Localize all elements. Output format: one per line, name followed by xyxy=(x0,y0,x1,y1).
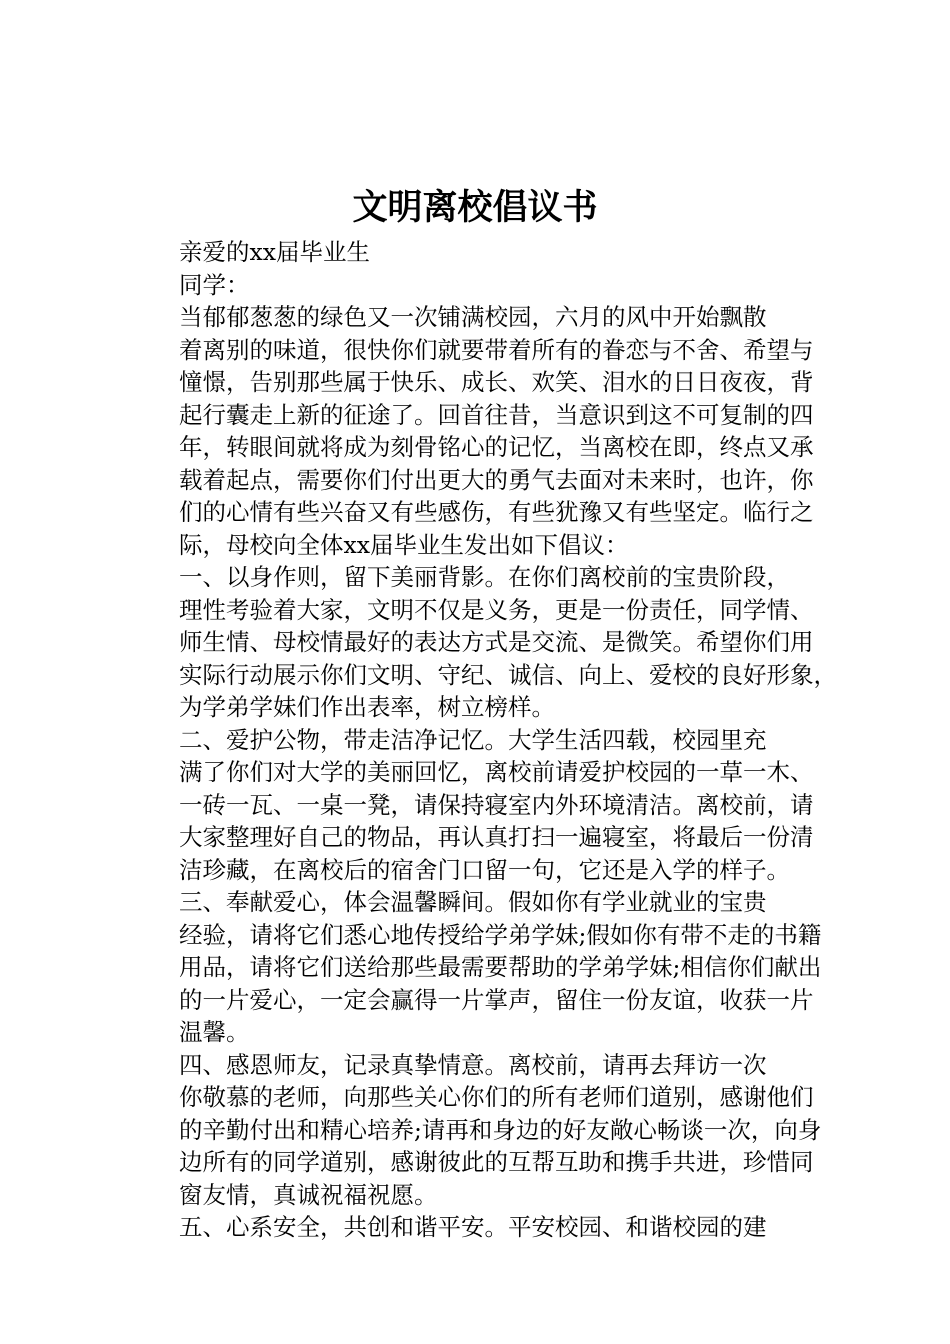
paragraph-line: 际，母校向全体xx届毕业生发出如下倡议： xyxy=(179,530,629,559)
paragraph-line: 着离别的味道，很快你们就要带着所有的眷恋与不舍、希望与 xyxy=(179,335,814,364)
paragraph-line: 实际行动展示你们文明、守纪、诚信、向上、爱校的良好形象， xyxy=(179,660,837,689)
paragraph-line: 大家整理好自己的物品，再认真打扫一遍寝室，将最后一份清 xyxy=(179,823,814,851)
paragraph-line: 用品，请将它们送给那些最需要帮助的学弟学妹;相信你们献出 xyxy=(179,953,822,981)
paragraph-line: 载着起点，需要你们付出更大的勇气去面对未来时，也许，你 xyxy=(179,465,814,494)
paragraph-line: 窗友情，真诚祝福祝愿。 xyxy=(179,1180,438,1209)
paragraph-line: 你敬慕的老师，向那些关心你们的所有老师们道别，感谢他们 xyxy=(179,1083,814,1111)
paragraph-line: 当郁郁葱葱的绿色又一次铺满校园，六月的风中开始飘散 xyxy=(179,303,767,331)
paragraph-line: 年，转眼间就将成为刻骨铭心的记忆，当离校在即，终点又承 xyxy=(179,433,814,461)
body-paragraph xyxy=(127,301,840,561)
paragraph-line: 憧憬，告别那些属于快乐、成长、欢笑、泪水的日日夜夜，背 xyxy=(179,368,814,396)
paragraph-line: 的辛勤付出和精心培养;请再和身边的好友敞心畅谈一次，向身 xyxy=(179,1115,822,1144)
paragraph-line: 满了你们对大学的美丽回忆，离校前请爱护校园的一草一木、 xyxy=(179,758,814,786)
document-body xyxy=(127,236,840,1244)
body-paragraph xyxy=(127,1049,840,1212)
paragraph-line: 起行囊走上新的征途了。回首往昔，当意识到这不可复制的四 xyxy=(179,400,814,429)
salutation-line-2: 同学： xyxy=(179,270,250,299)
body-paragraph xyxy=(127,724,840,887)
paragraph-line: 三、奉献爱心，体会温馨瞬间。假如你有学业就业的宝贵 xyxy=(179,888,767,916)
paragraph-line: 温馨。 xyxy=(179,1018,250,1046)
paragraph-line: 一、以身作则，留下美丽背影。在你们离校前的宝贵阶段， xyxy=(179,563,790,591)
paragraph-line: 理性考验着大家，文明不仅是义务，更是一份责任，同学情、 xyxy=(179,595,814,624)
paragraph-line: 们的心情有些兴奋又有些感伤，有些犹豫又有些坚定。临行之 xyxy=(179,498,814,526)
body-paragraph xyxy=(127,886,840,1049)
paragraph-list xyxy=(127,301,840,1244)
paragraph-line: 四、感恩师友，记录真挚情意。离校前，请再去拜访一次 xyxy=(179,1050,767,1079)
paragraph-line: 五、心系安全，共创和谐平安。平安校园、和谐校园的建 xyxy=(179,1213,767,1241)
paragraph-line: 师生情、母校情最好的表达方式是交流、是微笑。希望你们用 xyxy=(179,628,814,656)
paragraph-line: 边所有的同学道别，感谢彼此的互帮互助和携手共进，珍惜同 xyxy=(179,1148,814,1176)
body-paragraph xyxy=(127,561,840,724)
paragraph-line: 一砖一瓦、一桌一凳，请保持寝室内外环境清洁。离校前，请 xyxy=(179,790,814,819)
salutation-line-1: 亲爱的xx届毕业生 xyxy=(179,238,371,266)
paragraph-line: 的一片爱心，一定会赢得一片掌声，留住一份友谊，收获一片 xyxy=(179,985,814,1014)
paragraph-line: 洁珍藏，在离校后的宿舍门口留一句，它还是入学的样子。 xyxy=(179,855,790,884)
paragraph-line: 经验，请将它们悉心地传授给学弟学妹;假如你有带不走的书籍 xyxy=(179,920,822,949)
document-title: 文明离校倡议书 xyxy=(352,187,598,228)
body-paragraph xyxy=(127,1211,840,1244)
paragraph-line: 二、爱护公物，带走洁净记忆。大学生活四载，校园里充 xyxy=(179,725,767,754)
paragraph-line: 为学弟学妹们作出表率，树立榜样。 xyxy=(179,693,555,721)
